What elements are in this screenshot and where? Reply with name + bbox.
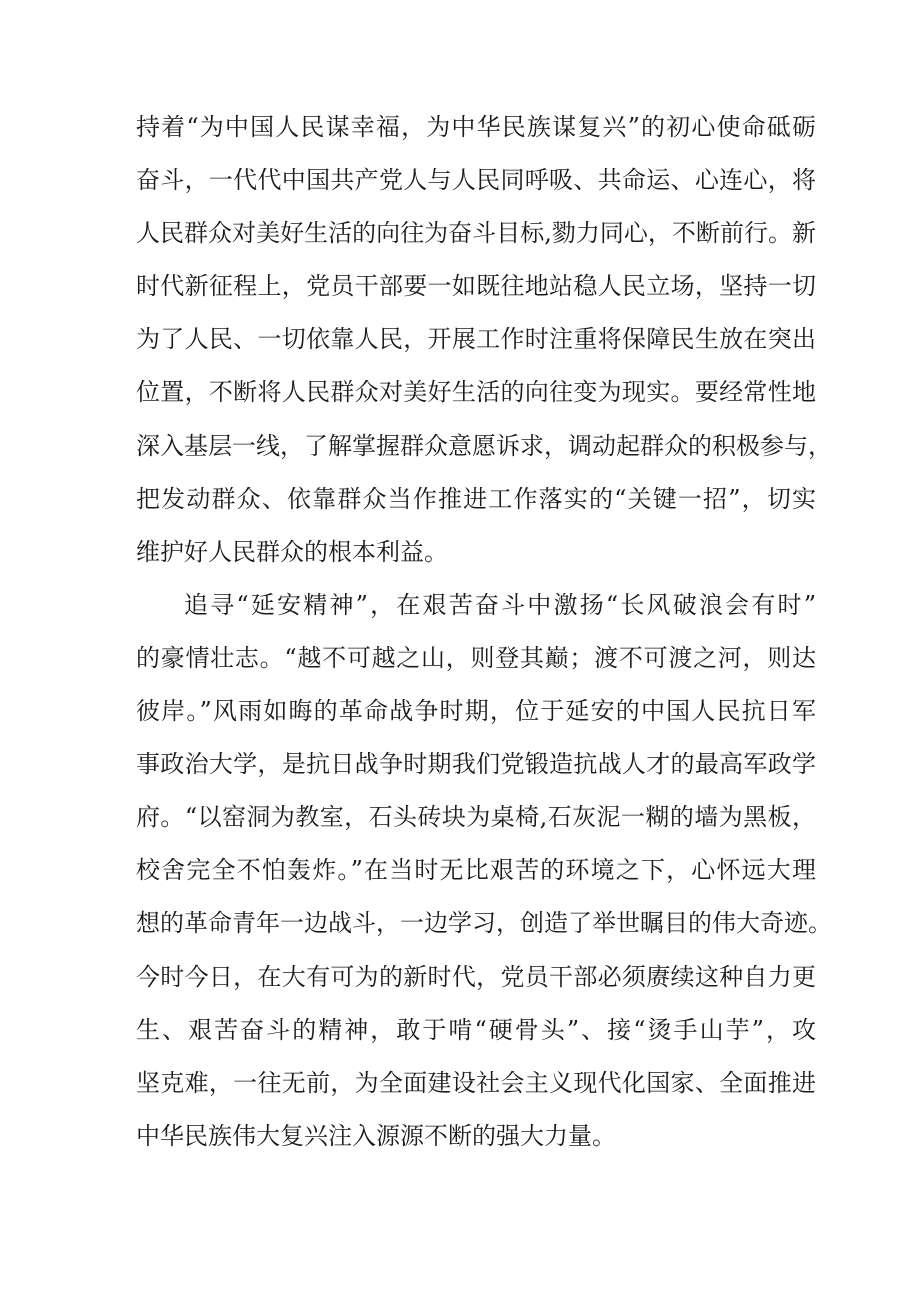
text-line: 府。“以窑洞为教室，石头砖块为桌椅,石灰泥一糊的墙为黑板， <box>136 803 816 832</box>
text-line: 想的革命青年一边战斗，一边学习，创造了举世瞩目的伟大奇迹。 <box>136 909 832 938</box>
text-line: 事政治大学，是抗日战争时期我们党锻造抗战人才的最高军政学 <box>136 750 816 779</box>
paragraph-end-line: 维护好人民群众的根本利益。 <box>136 537 448 566</box>
text-line: 位置，不断将人民群众对美好生活的向往变为现实。要经常性地 <box>136 378 816 407</box>
text-line: 把发动群众、依靠群众当作推进工作落实的“关键一招”，切实 <box>136 484 816 513</box>
text-line: 今时今日，在大有可为的新时代，党员干部必须赓续这种自力更 <box>136 962 816 991</box>
text-line: 奋斗，一代代中国共产党人与人民同呼吸、共命运、心连心，将 <box>136 166 816 195</box>
text-line: 深入基层一线，了解掌握群众意愿诉求，调动起群众的积极参与， <box>136 431 832 460</box>
text-line: 时代新征程上，党员干部要一如既往地站稳人民立场，坚持一切 <box>136 272 816 301</box>
text-line: 持着“为中国人民谋幸福，为中华民族谋复兴”的初心使命砥砺 <box>136 113 816 141</box>
text-line: 彼岸。”风雨如晦的革命战争时期，位于延安的中国人民抗日军 <box>136 697 816 726</box>
text-line: 生、艰苦奋斗的精神，敢于啃“硬骨头”、接“烫手山芋”，攻 <box>136 1015 816 1044</box>
paragraph-end-line: 中华民族伟大复兴注入源源不断的强大力量。 <box>136 1121 616 1150</box>
body-text <box>136 101 832 1163</box>
text-line: 坚克难，一往无前，为全面建设社会主义现代化国家、全面推进 <box>136 1068 816 1097</box>
text-line: 人民群众对美好生活的向往为奋斗目标,勠力同心，不断前行。新 <box>136 219 816 248</box>
text-line: 为了人民、一切依靠人民，开展工作时注重将保障民生放在突出 <box>136 325 816 354</box>
paragraph-start-line: 追寻“延安精神”，在艰苦奋斗中激扬“长风破浪会有时” <box>184 590 816 619</box>
text-line: 的豪情壮志。“越不可越之山，则登其巅；渡不可渡之河，则达 <box>136 643 816 672</box>
text-line: 校舍完全不怕轰炸。”在当时无比艰苦的环境之下，心怀远大理 <box>136 856 816 885</box>
